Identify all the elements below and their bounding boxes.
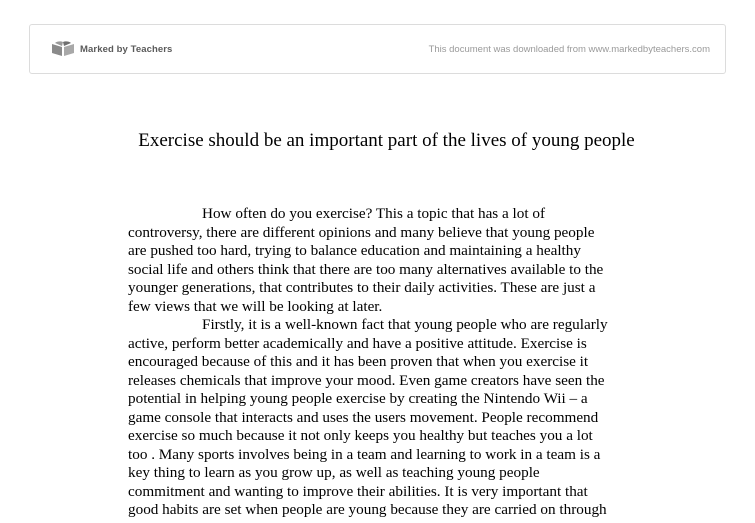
brand-name: Marked by Teachers (80, 43, 173, 55)
text-line: exercise so much because it not only keeps you healthy but teaches you a lot (128, 427, 593, 444)
text-line: key thing to learn as you grow up, as well as teaching young people (128, 464, 540, 481)
text-line: Firstly, it is a well-known fact that young people who are regularly (202, 316, 608, 333)
paragraph-firstly (128, 316, 648, 520)
text-line: releases chemicals that improve your mood. Even game creators have seen the (128, 371, 605, 389)
download-note: This document was downloaded from www.markedbyteachers.com (428, 44, 710, 55)
text-line: game console that interacts and uses the users movement. People recommend (128, 408, 599, 426)
download-header (29, 24, 726, 74)
document-title: Exercise should be an important part of the lives of young people (138, 130, 635, 151)
text-line: How often do you exercise? This a topic that has a lot of (202, 205, 546, 222)
text-line: younger generations, that contributes to their daily activities. These are just a (128, 279, 596, 296)
book-logo-icon (50, 41, 76, 57)
text-line: potential in helping young people exercise by creating the Nintendo Wii – a (128, 390, 588, 407)
text-line: controversy, there are different opinions and many believe that young people (128, 223, 595, 241)
text-line: good habits are set when people are young because they are carried on through (128, 501, 607, 518)
paragraph-intro (128, 205, 648, 316)
brand-logo[interactable] (50, 41, 172, 57)
text-line: encouraged because of this and it has been proven that when you exercise it (128, 353, 589, 370)
text-line: active, perform better academically and have a positive attitude. Exercise is (128, 334, 587, 352)
text-line: commitment and wanting to improve their abilities. It is very important that (128, 482, 588, 500)
text-line: too . Many sports involves being in a team and learning to work in a team is a (128, 445, 601, 463)
text-line: are pushed too hard, trying to balance education and maintaining a healthy (128, 242, 581, 259)
text-line: few views that we will be looking at later. (128, 297, 383, 315)
text-line: social life and others think that there are too many alternatives available to the (128, 260, 604, 278)
